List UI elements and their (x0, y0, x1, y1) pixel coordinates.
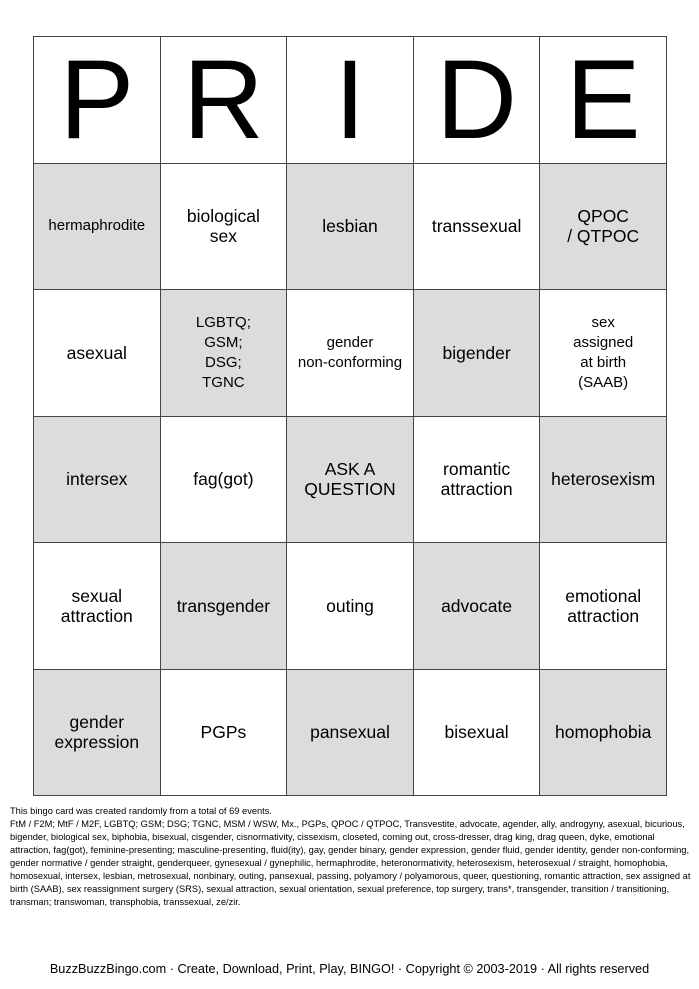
footer-copyright: BuzzBuzzBingo.com · Create, Download, Print, Play, BINGO! · Copyright © 2003-2019 · All rights reserved (49, 962, 650, 976)
bingo-cell: homophobia (540, 670, 667, 797)
bingo-cell: sexual attraction (34, 543, 161, 670)
bingo-cell: romantic attraction (414, 417, 541, 544)
header-letter: D (414, 37, 541, 164)
bingo-cell: heterosexism (540, 417, 667, 544)
bingo-cell: biological sex (161, 164, 288, 291)
bingo-cell: transsexual (414, 164, 541, 291)
free-space-cell: ASK A QUESTION (287, 417, 414, 544)
bingo-cell: advocate (414, 543, 541, 670)
bingo-card (33, 36, 667, 796)
bingo-cell: fag(got) (161, 417, 288, 544)
bingo-cell: LGBTQ; GSM; DSG; TGNC (161, 290, 288, 417)
bingo-cell: asexual (34, 290, 161, 417)
header-letter: P (34, 37, 161, 164)
card-info (10, 805, 692, 909)
bingo-cell: lesbian (287, 164, 414, 291)
bingo-cell: pansexual (287, 670, 414, 797)
header-letter: E (540, 37, 667, 164)
header-letter: I (287, 37, 414, 164)
bingo-cell: gender expression (34, 670, 161, 797)
info-summary: This bingo card was created randomly from a total of 69 events. (10, 806, 272, 816)
bingo-cell: emotional attraction (540, 543, 667, 670)
bingo-cell: intersex (34, 417, 161, 544)
bingo-cell: outing (287, 543, 414, 670)
bingo-cell: PGPs (161, 670, 288, 797)
bingo-cell: transgender (161, 543, 288, 670)
event-list: FtM / F2M; MtF / M2F, LGBTQ; GSM; DSG; TGNC, MSM / WSW, Mx., PGPs, QPOC / QTPOC, Transvestite, advocate, agender, ally, androgyny, asexual, bicurious, bigender, biological sex, biphobia, bisexual, cisgender, cisnormativity, cissexism, closeted, coming out, cross-dresser, drag king, drag queen, dyke, emotional attraction, fag(got), feminine-presenting; masculine-presenting, fluid(ity), gay, gender binary, gender expression, gender fluid, gender identity, gender non-conforming, gender normative / gender straight, genderqueer, gynesexual / gynephilic, hermaphrodite, heteronormativity, heterosexism, heterosexual / straight, homophobia, homosexual, intersex, lesbian, metrosexual, nonbinary, outing, pansexual, passing, polyamory / polyamorous, queer, questioning, romantic attraction, sex assigned at birth (SAAB), sex reassignment surgery (SRS), sexual attraction, sexual orientation, sexual preference, top surgery, trans*, transgender, transition / transitioning, transman; transwoman, transphobia, transsexual, ze/zir. (10, 819, 691, 907)
bingo-cell: sex assigned at birth (SAAB) (540, 290, 667, 417)
bingo-cell: hermaphrodite (34, 164, 161, 291)
header-letter: R (161, 37, 288, 164)
bingo-cell: QPOC / QTPOC (540, 164, 667, 291)
bingo-cell: bisexual (414, 670, 541, 797)
bingo-cell: gender non-conforming (287, 290, 414, 417)
bingo-cell: bigender (414, 290, 541, 417)
